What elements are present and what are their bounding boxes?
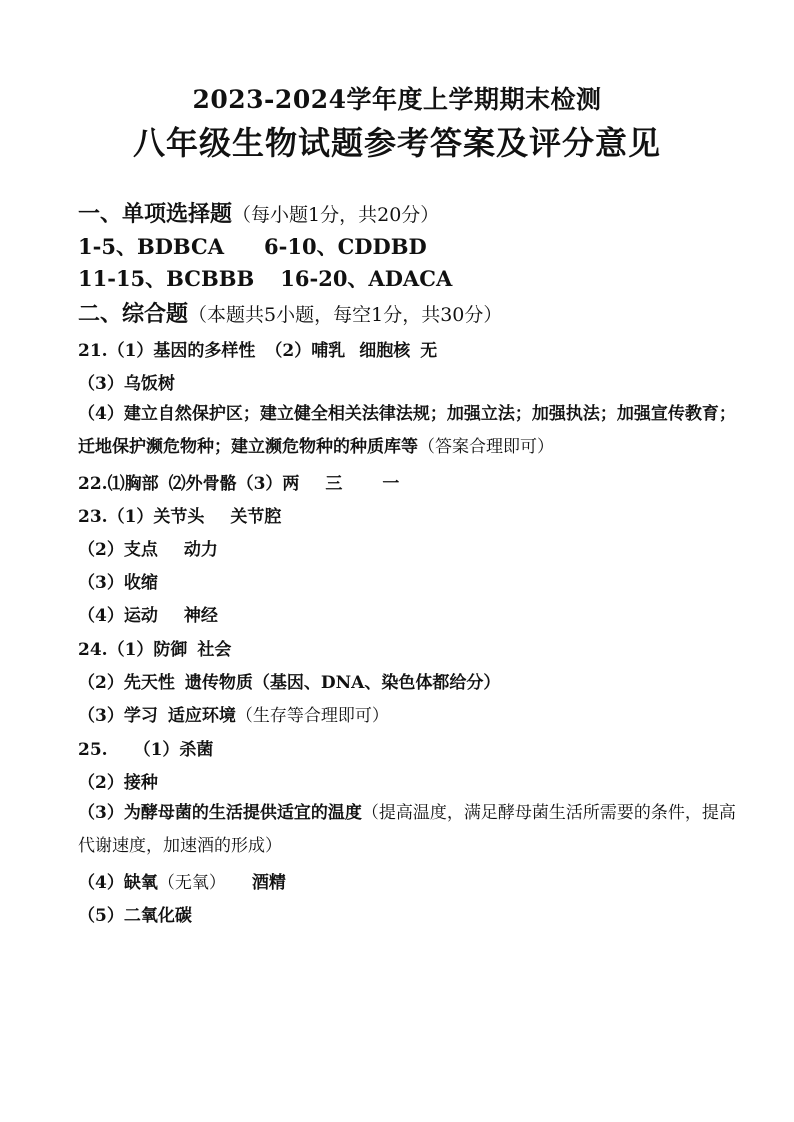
- section2-note: （本题共5小题，每空1分，共30分）: [188, 304, 503, 326]
- section2-heading: 二、综合题: [78, 301, 189, 327]
- q21-answer-1: 21.（1）基因的多样性: [78, 341, 256, 361]
- q23-answer-2: 关节腔: [230, 507, 282, 527]
- q25-line-3: [78, 797, 746, 863]
- q23-line-1: [78, 502, 281, 527]
- mc-answers-row-1: [78, 231, 427, 261]
- q22-answer-2: ⑵外骨骼: [168, 474, 237, 494]
- q25-answer-4: （4）缺氧: [78, 873, 158, 893]
- mc-answer-group: 11-15、BCBBB: [78, 266, 255, 291]
- mc-answer-group: 1-5、BDBCA: [78, 234, 225, 259]
- q24-scoring-note: （生存等合理即可）: [235, 706, 389, 726]
- q21-answer-3: 细胞核: [359, 341, 411, 361]
- q23-answer-1: 23.（1）关节头: [78, 507, 205, 527]
- q24-answer-4: 遗传物质（基因、DNA、染色体都给分）: [184, 673, 501, 693]
- q25-answer-3: （3）为酵母菌的生活提供适宜的温度: [78, 803, 362, 823]
- exam-term-title: 2023-2024学年度上学期期末检测: [192, 85, 602, 114]
- q21-answer-2: （2）哺乳: [265, 341, 346, 361]
- q25-answer-1: （1）杀菌: [133, 740, 214, 760]
- q25-line-5: （5）二氧化碳: [78, 906, 192, 926]
- q25-line-4: [78, 868, 286, 893]
- q24-answer-5: （3）学习: [78, 706, 158, 726]
- mc-answers-row-2: [78, 263, 452, 293]
- q21-answer-4: 无: [420, 341, 438, 361]
- q23-answer-3: （2）支点: [78, 540, 158, 560]
- q24-line-2: [78, 668, 500, 693]
- q23-answer-7: 神经: [183, 606, 218, 626]
- q25-line-1: [78, 735, 213, 760]
- q22-answer-1: 22.⑴胸部: [78, 474, 159, 494]
- q25-answer-5: 酒精: [251, 873, 286, 893]
- q22-answer-3: （3）两: [236, 474, 300, 494]
- section1-heading-line: [78, 197, 439, 228]
- q21-answer-protection: （4）建立自然保护区；建立健全相关法律法规；加强立法；加强执法；加强宣传教育；迁地保护濒危物种；建立濒危物种的种质库等: [78, 404, 736, 457]
- q23-line-2: [78, 535, 218, 560]
- q24-answer-2: 社会: [197, 640, 232, 660]
- q25-number: 25.: [78, 740, 108, 760]
- mc-answer-group: 6-10、CDDBD: [264, 234, 427, 259]
- q25-line-2: （2）接种: [78, 773, 158, 793]
- q21-line-3: [78, 398, 746, 464]
- section1-note: （每小题1分，共20分）: [232, 204, 440, 226]
- answer-key-title: 八年级生物试题参考答案及评分意见: [132, 124, 661, 162]
- q24-answer-1: 24.（1）防御: [78, 640, 188, 660]
- q23-answer-6: （4）运动: [78, 606, 158, 626]
- section1-heading: 一、单项选择题: [78, 201, 233, 227]
- section2-heading-line: [78, 297, 502, 328]
- q21-line-2: （3）乌饭树: [78, 374, 175, 394]
- q24-answer-3: （2）先天性: [78, 673, 175, 693]
- q22-line: [78, 469, 399, 494]
- q23-line-3: （3）收缩: [78, 573, 158, 593]
- q22-answer-5: 一: [382, 474, 400, 494]
- q23-answer-4: 动力: [183, 540, 218, 560]
- q24-answer-6: 适应环境: [167, 706, 236, 726]
- q21-scoring-note: （答案合理即可）: [418, 437, 554, 457]
- q23-line-4: [78, 601, 218, 626]
- q24-line-1: [78, 635, 231, 660]
- q24-line-3: [78, 701, 389, 726]
- q21-line-1: [78, 336, 437, 361]
- q22-answer-4: 三: [325, 474, 343, 494]
- q25-answer-4-note: （无氧）: [157, 873, 226, 893]
- q25-scoring-note: （提高温度，满足酵母菌生活所需要的条件，提高代谢速度，加速酒的形成）: [78, 803, 736, 856]
- mc-answer-group: 16-20、ADACA: [280, 266, 453, 291]
